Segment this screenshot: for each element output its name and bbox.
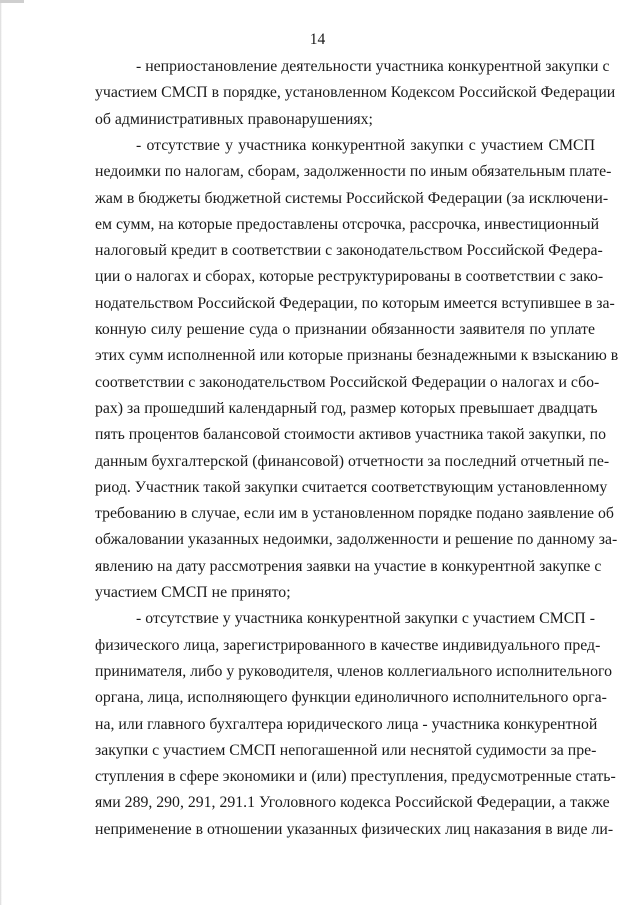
text-line: ями 289, 290, 291, 291.1 Уголовного кодекса Российской Федерации, а также xyxy=(95,794,610,812)
text-line: принимателя, либо у руководителя, членов коллегиального исполнительного xyxy=(95,662,612,680)
scan-edge-top xyxy=(0,0,24,3)
text-line: рах) за прошедший календарный год, размер которых превышает двадцать xyxy=(95,399,598,417)
text-line: пять процентов балансовой стоимости активов участника такой закупки, по xyxy=(95,426,606,444)
text-line: ступления в сфере экономики и (или) преступления, предусмотренные стать- xyxy=(95,768,616,786)
text-line: на, или главного бухгалтера юридического лица - участника конкурентной xyxy=(95,715,598,733)
text-line: - неприостановление деятельности участника конкурентной закупки с xyxy=(136,58,610,75)
text-line: участием СМСП не принято; xyxy=(95,584,291,601)
text-line: физического лица, зарегистрированного в качестве индивидуального пред- xyxy=(95,636,601,654)
text-line: требованию в случае, если им в установленном порядке подано заявление об xyxy=(95,505,614,523)
text-line: конную силу решение суда о признании обязанности заявителя по уплате xyxy=(95,321,595,338)
text-line: жам в бюджеты бюджетной системы Российской Федерации (за исключени- xyxy=(95,189,609,207)
text-line: ции о налогах и сборах, которые реструктурированы в соответствии с зако- xyxy=(95,268,604,286)
text-line: обжаловании указанных недоимки, задолженности и решение по данному за- xyxy=(95,531,618,549)
text-line: закупки с участием СМСП непогашенной или неснятой судимости за пре- xyxy=(95,741,597,759)
text-line: явлению на дату рассмотрения заявки на участие в конкурентной закупке с xyxy=(95,557,602,575)
text-line: об административных правонарушениях; xyxy=(95,110,373,128)
text-line: риод. Участник такой закупки считается соответствующим установленному xyxy=(95,478,608,496)
text-line: участием СМСП в порядке, установленном Кодексом Российской Федерации xyxy=(95,84,616,102)
text-line: соответствии с законодательством Российской Федерации о налогах и сбо- xyxy=(95,373,600,391)
page-number: 14 xyxy=(309,31,326,48)
text-line: недоимки по налогам, сборам, задолженности по иным обязательным плате- xyxy=(95,163,612,181)
text-line: нодательством Российской Федерации, по которым имеется вступившее в за- xyxy=(95,294,615,312)
scan-edge-left xyxy=(0,0,2,905)
text-line: ем сумм, на которые предоставлены отсрочка, рассрочка, инвестиционный xyxy=(95,215,600,233)
text-line: данным бухгалтерской (финансовой) отчетности за последний отчетный пе- xyxy=(95,452,610,470)
text-line: органа, лица, исполняющего функции единоличного исполнительного орга- xyxy=(95,689,607,707)
text-line: неприменение в отношении указанных физических лиц наказания в виде ли- xyxy=(95,820,614,838)
text-line: налоговый кредит в соответствии с законодательством Российской Федера- xyxy=(95,242,603,260)
text-line: - отсутствие у участника конкурентной закупки с участием СМСП - xyxy=(136,610,595,628)
text-line: этих сумм исполненной или которые признаны безнадежными к взысканию в xyxy=(95,347,619,365)
text-line: - отсутствие у участника конкурентной закупки с участием СМСП xyxy=(136,136,595,154)
